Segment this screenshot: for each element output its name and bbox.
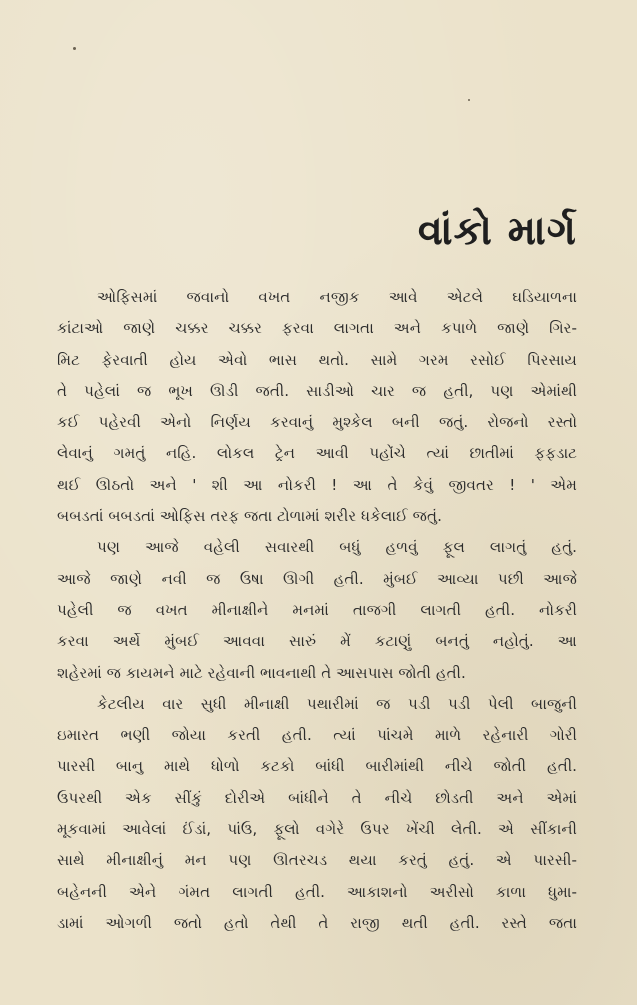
text-line: ઓફિસમાં જવાનો વખત નજીક આવે એટલે ઘડિયાળના (97, 288, 577, 306)
text-line: કેટલીય વાર સુધી મીનાક્ષી પથારીમાં જ પડી પડી પેલી બાજુની (97, 694, 577, 713)
text-line: મિટ ફેરવાતી હોય એવો ભાસ થતો. સામે ગરમ રસોઈ પિરસાય (57, 350, 577, 369)
text-line: કાંટાઓ જાણે ચક્કર ચક્કર ફરવા લાગતા અને કપાળે જાણે ગિર- (57, 319, 577, 338)
story-body (57, 282, 577, 939)
text-line: સાથે મીનાક્ષીનું મન પણ ઊતરચડ થયા કરતું હતું. એ પારસી- (57, 851, 577, 870)
ink-speck (468, 99, 470, 101)
text-line: તે પહેલાં જ ભૂખ ઊડી જતી. સાડીઓ ચાર જ હતી, પણ એમાંથી (57, 381, 577, 400)
text-line: બહેનની એને ગંમત લાગતી હતી. આકાશનો અરીસો કાળા ધુમા- (57, 882, 577, 901)
text-line: બબડતાં બબડતાં ઓફિસ તરફ જતા ટોળામાં શરીર ધકેલાઈ જતું. (57, 507, 442, 526)
text-line: ઉપરથી એક સીંકું દોરીએ બાંધીને તે નીચે છોડતી અને એમાં (57, 788, 577, 807)
text-line: મૂકવામાં આવેલાં ઈંડાં, પાંઉ, ફૂલો વગેરે ઉપર ખેંચી લેતી. એ સીંકાની (57, 820, 577, 839)
text-line: શહેરમાં જ કાયમને માટે રહેવાની ભાવનાથી તે આસપાસ જોતી હતી. (57, 663, 466, 682)
text-line: થઈ ઊઠતો અને ' શી આ નોકરી ! આ તે કેવું જીવતર ! ' એમ (57, 475, 577, 494)
story-title: વાંકો માર્ગ (417, 208, 577, 254)
text-line: આજે જાણે નવી જ ઉષા ઊગી હતી. મુંબઈ આવ્યા પછી આજે (57, 569, 577, 588)
text-line: પણ આજે વહેલી સવારથી બધું હળવું ફૂલ લાગતું હતું. (97, 538, 577, 557)
ink-speck (73, 47, 76, 50)
text-line: પારસી બાનુ માથે ધોળો કટકો બાંધી બારીમાંથી નીચે જોતી હતી. (57, 757, 577, 776)
text-line: ઇમારત ભણી જોયા કરતી હતી. ત્યાં પાંચમે માળે રહેનારી ગોરી (57, 726, 577, 745)
text-line: ડામાં ઓગળી જતો હતો તેથી તે રાજી થતી હતી. રસ્તે જતા (57, 913, 577, 932)
text-line: પહેલી જ વખત મીનાક્ષીને મનમાં તાજગી લાગતી હતી. નોકરી (57, 600, 577, 619)
text-line: કરવા અર્થે મુંબઈ આવવા સારું મેં કટાણું બનતું નહોતું. આ (57, 632, 577, 651)
text-line: કઈ પહેરવી એનો નિર્ણય કરવાનું મુશ્કેલ બની જતું. રોજનો રસ્તો (57, 413, 577, 432)
text-line: લેવાનું ગમતું નહિ. લોકલ ટ્રેન આવી પહોંચે ત્યાં છાતીમાં ફફડાટ (57, 444, 577, 463)
